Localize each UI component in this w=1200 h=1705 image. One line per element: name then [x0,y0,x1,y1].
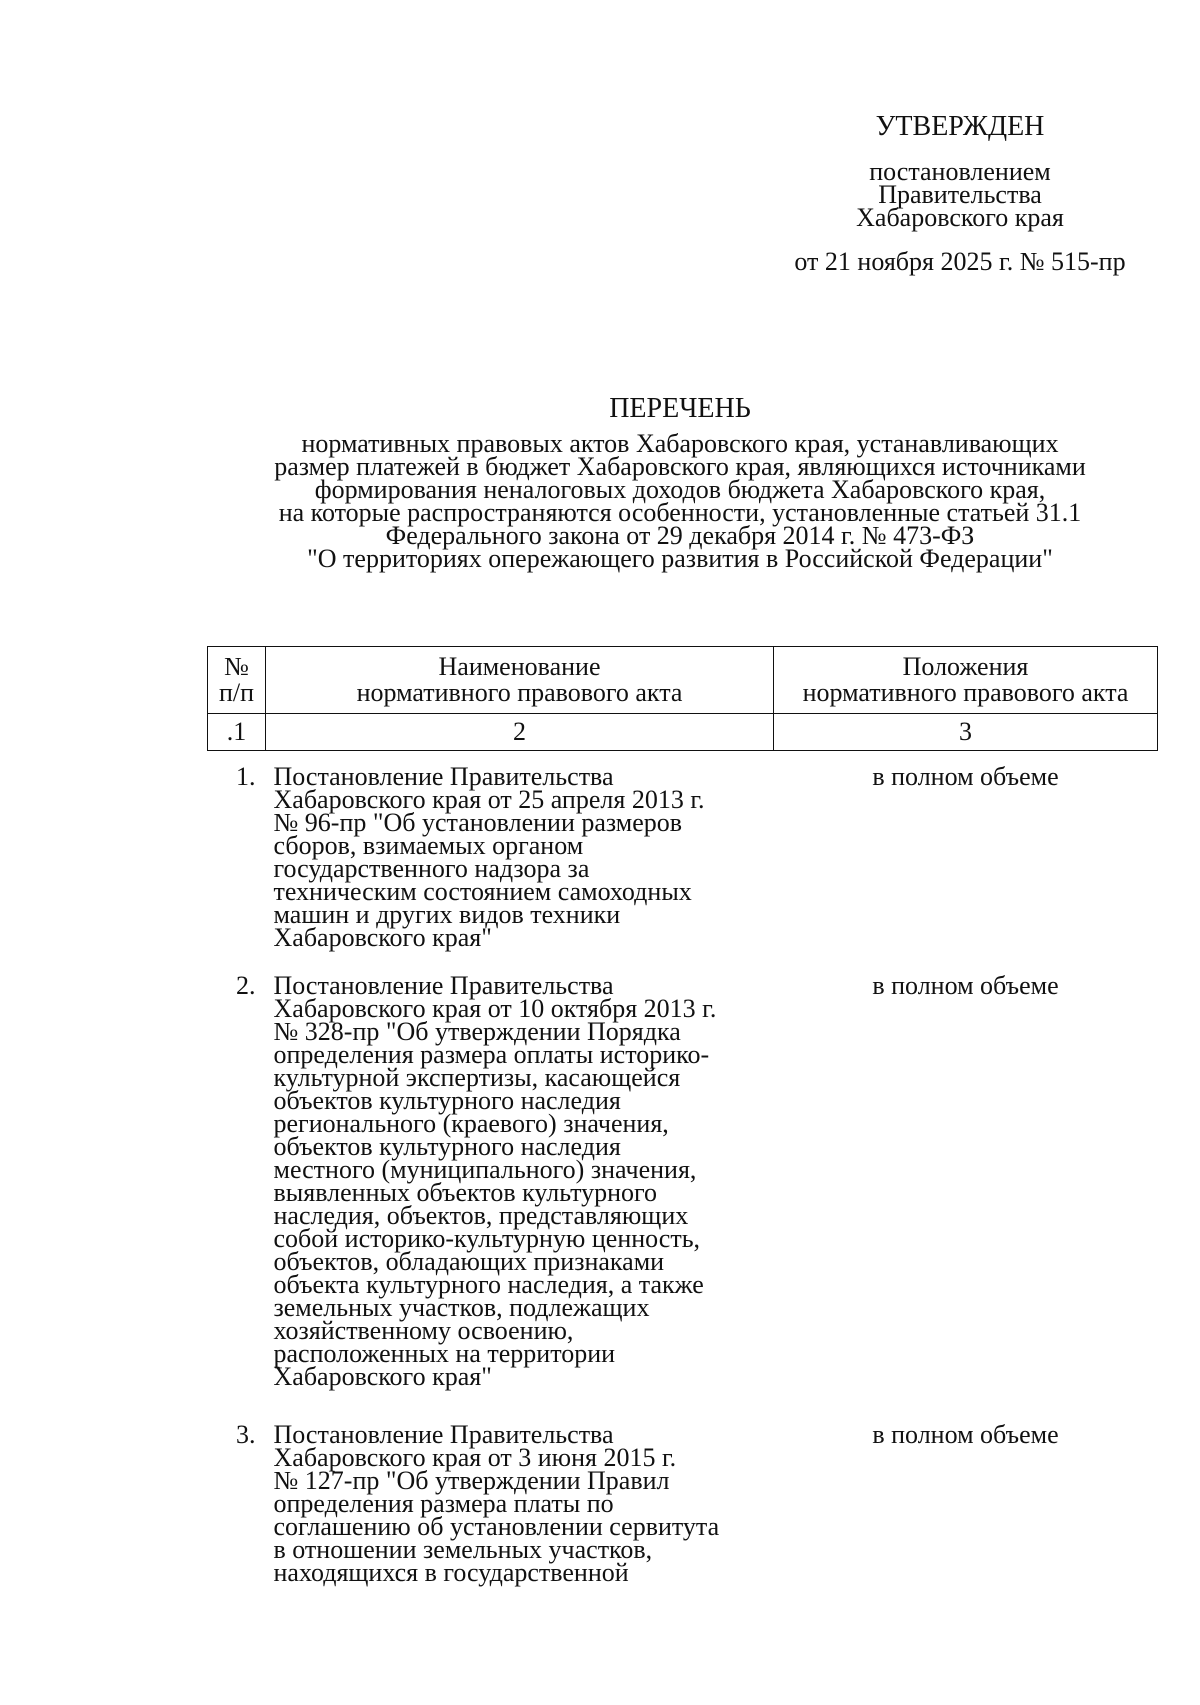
header-line: Наименование [438,652,601,681]
approval-line: Правительства [878,180,1042,209]
title-line: на которые распространяются особенности, установленные статьей 31.1 [278,498,1082,527]
act-name-line: регионального (краевого) значения, [273,1109,669,1138]
table-header-row [208,647,1158,714]
act-name-line: находящихся в государственной [273,1558,629,1587]
act-name-line: № 127-пр "Об утверждении Правил [273,1466,670,1495]
act-name-line: в отношении земельных участков, [273,1535,653,1564]
title-line: размер платежей в бюджет Хабаровского края, являющихся источниками [274,452,1086,481]
act-name-line: Хабаровского края от 25 апреля 2013 г. [273,785,705,814]
act-name-line: сборов, взимаемых органом [273,831,584,860]
act-name-line: № 96-пр "Об установлении размеров [273,808,683,837]
act-name-line: соглашению об установлении сервитута [273,1512,720,1541]
title-line: "О территориях опережающего развития в Российской Федерации" [307,544,1053,573]
approval-line: Хабаровского края [856,203,1064,232]
act-name-line: техническим состоянием самоходных [273,877,692,906]
act-name-line: определения размера платы по [273,1489,614,1518]
approval-block [760,110,1160,277]
act-name-line: Хабаровского края" [273,923,492,952]
header-line: нормативного правового акта [356,678,683,707]
document-title-block [200,392,1160,573]
acts-table [207,646,1158,1587]
act-name-line: местного (муниципального) значения, [273,1155,697,1184]
row-number: 3. [236,1420,256,1449]
title-line: формирования неналоговых доходов бюджета Хабаровского края, [314,475,1046,504]
act-name-line: определения размера оплаты историко- [273,1040,710,1069]
act-name-line: государственного надзора за [273,854,590,883]
approval-line: постановлением [869,157,1051,186]
act-name-line: объектов культурного наследия [273,1132,621,1161]
act-name-line: Постановление Правительства [273,1420,614,1449]
act-scope: в полном объеме [872,762,1059,791]
act-name-line: собой историко-культурную ценность, [273,1224,701,1253]
act-name-line: наследия, объектов, представляющих [273,1201,689,1230]
act-name-line: объектов, обладающих признаками [273,1247,665,1276]
act-name-line: объектов культурного наследия [273,1086,621,1115]
document-heading: ПЕРЕЧЕНЬ [609,393,751,424]
act-name-line: земельных участков, подлежащих [273,1293,650,1322]
column-index-row [208,714,1158,751]
header-act-name [266,647,774,714]
act-name-line: культурной экспертизы, касающейся [273,1063,681,1092]
approval-stamp: УТВЕРЖДЕН [875,111,1045,142]
act-name-line: машин и других видов техники [273,900,621,929]
act-scope: в полном объеме [872,971,1059,1000]
act-name-line: выявленных объектов культурного [273,1178,658,1207]
act-name-line: Постановление Правительства [273,971,614,1000]
act-name-line: Хабаровского края" [273,1362,492,1391]
act-scope: в полном объеме [872,1420,1059,1449]
act-name-line: Постановление Правительства [273,762,614,791]
act-name [266,751,774,961]
header-number [208,647,266,714]
act-name-line: хозяйственному освоению, [273,1316,574,1345]
title-line: нормативных правовых актов Хабаровского края, устанавливающих [301,429,1059,458]
header-line: п/п [218,678,255,707]
act-name-line: № 328-пр "Об утверждении Порядка [273,1017,681,1046]
approval-date: от 21 ноября 2025 г. № 515-пр [794,247,1126,276]
header-line: нормативного правового акта [802,678,1129,707]
column-index: 2 [266,714,774,751]
table-row [208,1409,1158,1584]
act-name-line: объекта культурного наследия, а также [273,1270,704,1299]
act-name [266,1409,774,1587]
row-number: 1. [236,762,256,791]
column-index: 3 [774,714,1158,751]
act-name-line: Хабаровского края от 3 июня 2015 г. [273,1443,677,1472]
act-name-line: расположенных на территории [273,1339,616,1368]
column-index: .1 [208,714,266,751]
table-row [208,751,1158,961]
act-name-line: Хабаровского края от 10 октября 2013 г. [273,994,717,1023]
title-line: Федерального закона от 29 декабря 2014 г. № 473-ФЗ [385,521,975,550]
header-act-provisions [774,647,1158,714]
table-row [208,960,1158,1409]
act-name [266,960,774,1409]
row-number: 2. [236,971,256,1000]
header-line: № [224,652,249,681]
header-line: Положения [902,652,1029,681]
